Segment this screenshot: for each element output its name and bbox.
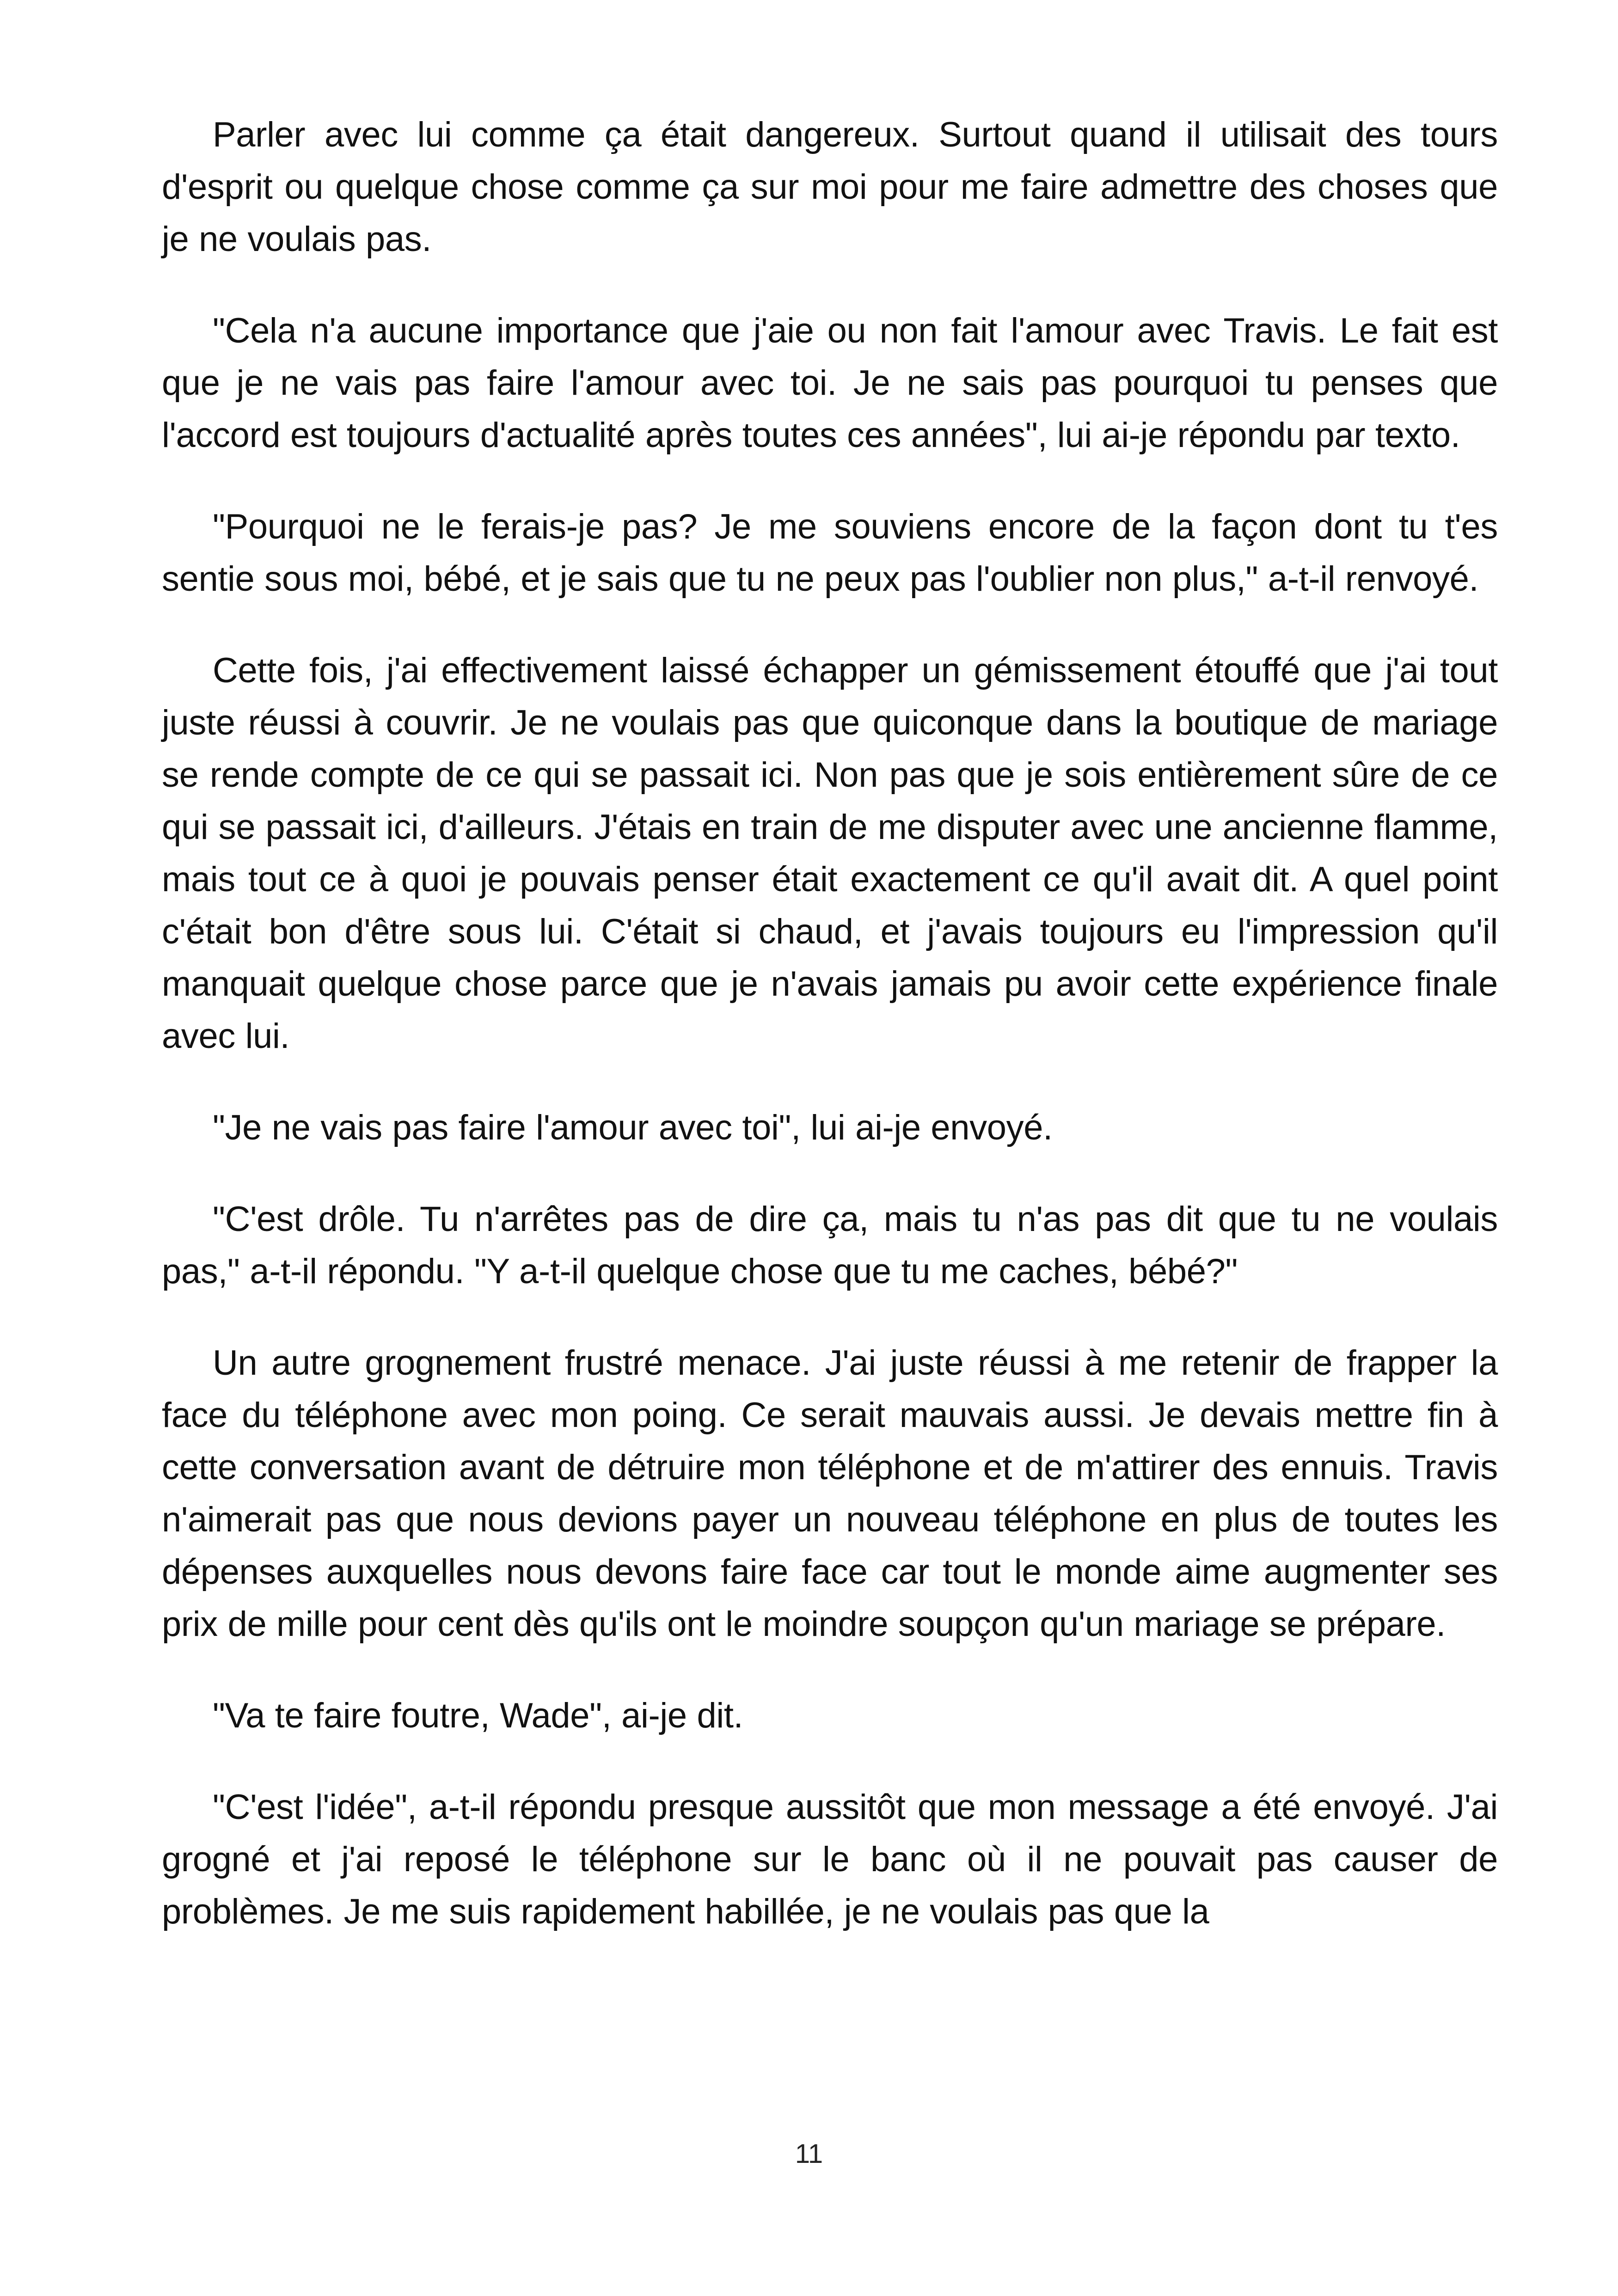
paragraph: "Va te faire foutre, Wade", ai-je dit. — [213, 1696, 743, 1735]
paragraph: "Je ne vais pas faire l'amour avec toi", lui ai-je envoyé. — [213, 1108, 1053, 1147]
paragraph: Un autre grognement frustré menace. J'ai juste réussi à me retenir de frapper la face du téléphone avec mon poing. Ce serait mauvais aussi. Je devais mettre fin à cette conversation avant de détruire mon téléphone et de m'attirer des ennuis. Travis n'aimerait pas que nous devions payer un nouveau téléphone en plus de toutes les dépenses auxquelles nous devons faire face car tout le monde aime augmenter ses prix de mille pour cent dès qu'ils ont le moindre soupçon qu'un mariage se prépare. — [162, 1343, 1498, 1644]
paragraph: "C'est l'idée", a-t-il répondu presque aussitôt que mon message a été envoyé. J'ai grogné et j'ai reposé le téléphone sur le banc où il ne pouvait pas causer de problèmes. Je me suis rapidement habillée, je ne voulais pas que la — [162, 1788, 1498, 1931]
paragraph: Cette fois, j'ai effectivement laissé échapper un gémissement étouffé que j'ai tout juste réussi à couvrir. Je ne voulais pas que quiconque dans la boutique de mariage se rende compte de ce qui se passait ici. Non pas que je sois entièrement sûre de ce qui se passait ici, d'ailleurs. J'étais en train de me disputer avec une ancienne flamme, mais tout ce à quoi je pouvais penser était exactement ce qu'il avait dit. A quel point c'était bon d'être sous lui. C'était si chaud, et j'avais toujours eu l'impression qu'il manquait quelque chose parce que je n'avais jamais pu avoir cette expérience finale avec lui. — [162, 651, 1498, 1056]
paragraph: "Cela n'a aucune importance que j'aie ou non fait l'amour avec Travis. Le fait est que je ne vais pas faire l'amour avec toi. Je ne sais pas pourquoi tu penses que l'accord est toujours d'actualité après toutes ces années", lui ai-je répondu par texto. — [162, 311, 1498, 455]
body-text — [162, 109, 1498, 1977]
paragraph: Parler avec lui comme ça était dangereux. Surtout quand il utilisait des tours d'esprit ou quelque chose comme ça sur moi pour me faire admettre des choses que je ne voulais pas. — [162, 115, 1498, 259]
paragraph: "C'est drôle. Tu n'arrêtes pas de dire ça, mais tu n'as pas dit que tu ne voulais pas," a-t-il répondu. "Y a-t-il quelque chose que tu me caches, bébé?" — [162, 1200, 1498, 1291]
paragraph: "Pourquoi ne le ferais-je pas? Je me souviens encore de la façon dont tu t'es sentie sous moi, bébé, et je sais que tu ne peux pas l'oublier non plus," a-t-il renvoyé. — [162, 507, 1498, 599]
page-number: 11 — [795, 2139, 823, 2169]
